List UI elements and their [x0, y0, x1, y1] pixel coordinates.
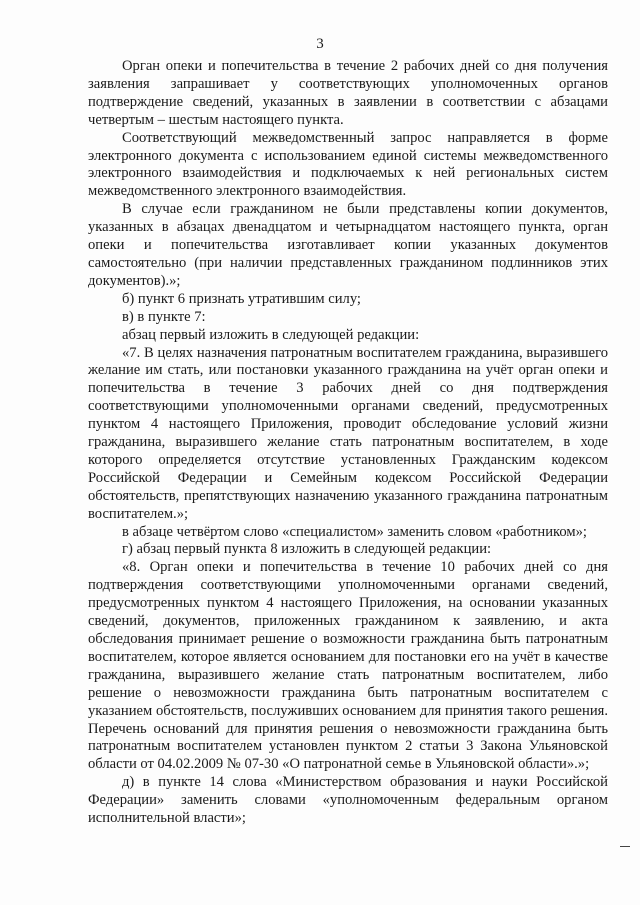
paragraph-point-7: «7. В целях назначения патронатным воспитателем гражданина, выразившего желание им стать, или постановки указанного гражданина на учёт орган опеки и попечительства в течение 3 рабочих дней со дня подтверждения соответствующими уполномоченными органами сведений, предусмотренных пунктом 4 настоящего Приложения, проводит обследование условий жизни гражданина, выразившего желание стать патронатным воспитателем, в ходе которого определяется отсутствие установленных Гражданским кодексом Российской Федерации и Семейным кодексом Российской Федерации обстоятельств, препятствующих назначению указанного гражданина патронатным воспитателем.»;	[88, 344, 608, 522]
page-number: 3	[316, 36, 324, 52]
document-body	[88, 58, 608, 828]
paragraph-document-copies: В случае если гражданином не были представлены копии документов, указанных в абзацах двенадцатом и четырнадцатом настоящего пункта, орган опеки и попечительства изготавливает копии указанных документов самостоятельно (при наличии представленных гражданином подлинников этих документов).»;	[88, 201, 608, 289]
paragraph-item-v: в) в пункте 7:	[122, 308, 206, 325]
paragraph-item-g: г) абзац первый пункта 8 изложить в следующей редакции:	[122, 541, 492, 558]
paragraph-item-b: б) пункт 6 признать утратившим силу;	[122, 290, 361, 307]
scan-artifact-mark	[620, 846, 630, 847]
paragraph-point-8: «8. Орган опеки и попечительства в течение 10 рабочих дней со дня подтверждения соответствующими уполномоченными органами сведений, предусмотренных пунктом 4 настоящего Приложения, на основании указанных сведений, документов, приложенных гражданином к заявлению, и акта обследования принимает решение о возможности гражданина быть патронатным воспитателем, которое является основанием для постановки его на учёт в качестве гражданина, выразившего желание стать патронатным воспитателем, либо решение о невозможности гражданина быть патронатным воспитателем с указанием обстоятельств, послуживших основанием для принятия такого решения. Перечень оснований для принятия решения о невозможности гражданина быть патронатным воспитателем установлен пунктом 2 статьи 3 Закона Ульяновской области от 04.02.2009 № 07-30 «О патронатной семье в Ульяновской области».»;	[88, 559, 608, 773]
paragraph-request-confirmation: Орган опеки и попечительства в течение 2 рабочих дней со дня получения заявления запрашивает у соответствующих уполномоченных органов подтверждение сведений, указанных в заявлении в соответствии с абзацами четвертым – шестым настоящего пункта.	[88, 58, 608, 128]
paragraph-item-d: д) в пункте 14 слова «Министерством образования и науки Российской Федерации» заменить словами «уполномоченным федеральным органом исполнительной власти»;	[88, 774, 608, 827]
paragraph-fourth-subparagraph: в абзаце четвёртом слово «специалистом» заменить словом «работником»;	[122, 523, 587, 540]
paragraph-electronic-request: Соответствующий межведомственный запрос направляется в форме электронного документа с использованием единой системы межведомственного электронного взаимодействия и подключаемых к ней региональных систем межведомственного электронного взаимодействия.	[88, 129, 608, 200]
paragraph-new-wording-intro: абзац первый изложить в следующей редакции:	[122, 326, 420, 343]
